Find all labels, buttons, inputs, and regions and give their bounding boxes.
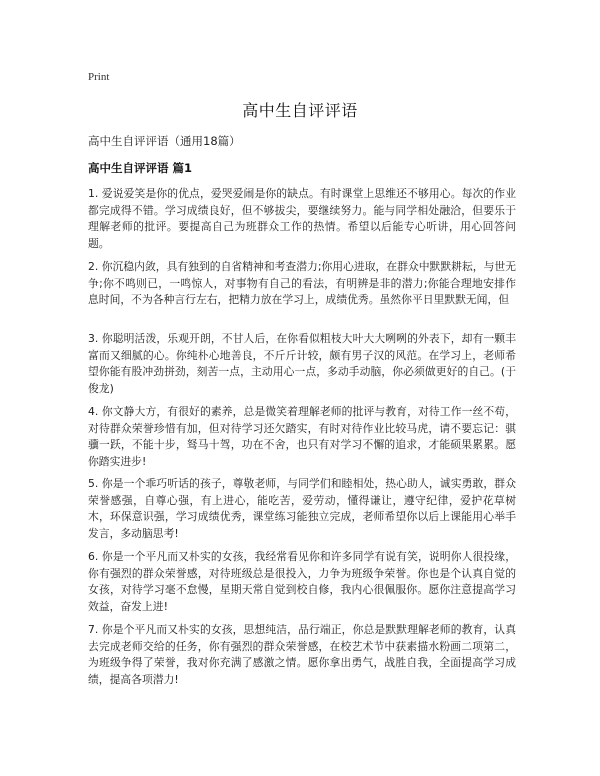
comment-paragraph-7: 7. 你是个平凡而又朴实的女孩，思想纯洁，品行端正，你总是默默理解老师的教育，认真去完成老师交给的任务，你有强烈的群众荣誉感，在校艺术节中获素描水粉画二项第二，为班级争得了荣誉，我对你充满了感激之情。愿你拿出勇气，战胜自我，全面提高学习成绩，提高各项潜力! [88, 623, 516, 686]
page-title: 高中生自评评语 [242, 101, 358, 120]
comment-paragraph-3: 3. 你聪明活泼，乐观开朗，不甘人后，在你看似粗枝大叶大大咧咧的外表下，却有一颗丰富而又细腻的心。你纯朴心地善良，不斤斤计较，颇有男子汉的风范。在学习上，老师希望你能有股冲劲拼劲，刻苦一点，主动用心一点，多动手动脑，你必须做更好的自己。(于俊龙) [88, 332, 516, 395]
comment-paragraph-1: 1. 爱说爱笑是你的优点，爱哭爱闹是你的缺点。有时课堂上思维还不够用心。每次的作业都完成得不错。学习成绩良好，但不够拔尖，要继续努力。能与同学相处融洽，但要乐于理解老师的批评。要提高自己为班群众工作的热情。希望以后能专心听讲，用心回答问题。 [88, 187, 516, 250]
comment-paragraph-4: 4. 你文静大方，有很好的素养，总是微笑着理解老师的批评与教育，对待工作一丝不苟，对待群众荣誉珍惜有加，但对待学习还欠踏实，有时对待作业比较马虎，请不要忘记：骐骥一跃，不能十步，驽马十驾，功在不舍，也只有对学习不懈的追求，才能硕果累累。愿你踏实进步! [88, 405, 516, 468]
print-link[interactable]: Print [88, 71, 110, 83]
document-subtitle: 高中生自评评语（通用18篇） [88, 134, 241, 148]
comment-paragraph-5: 5. 你是一个乖巧听话的孩子，尊敬老师，与同学们和睦相处，热心助人，诚实勇敢，群众荣誉感强，自尊心强，有上进心，能吃苦，爱劳动，懂得谦让，遵守纪律，爱护花草树木，环保意识强，学习成绩优秀，课堂练习能独立完成，老师希望你以后上课能用心举手发言，多动脑思考! [88, 477, 516, 540]
comment-paragraph-6: 6. 你是一个平凡而又朴实的女孩，我经常看见你和许多同学有说有笑，说明你人很投缘，你有强烈的群众荣誉感，对待班级总是很投入，力争为班级争荣誉。你也是个认真自觉的女孩，对待学习毫不怠慢，星期天常自觉到校自修，我内心很佩服你。愿你注意提高学习效益，奋发上进! [88, 550, 516, 613]
comment-paragraph-2: 2. 你沉稳内敛，具有独到的自省精神和考查潜力;你用心进取，在群众中默默耕耘，与世无争;你不鸣则已，一鸣惊人，对事物有自己的看法，有明辨是非的潜力;你能合理地安排作息时间，不为各种言行左右，把精力放在学习上，成绩优秀。虽然你平日里默默无闻，但 [88, 260, 516, 306]
section-heading: 高中生自评评语 篇1 [88, 161, 193, 175]
